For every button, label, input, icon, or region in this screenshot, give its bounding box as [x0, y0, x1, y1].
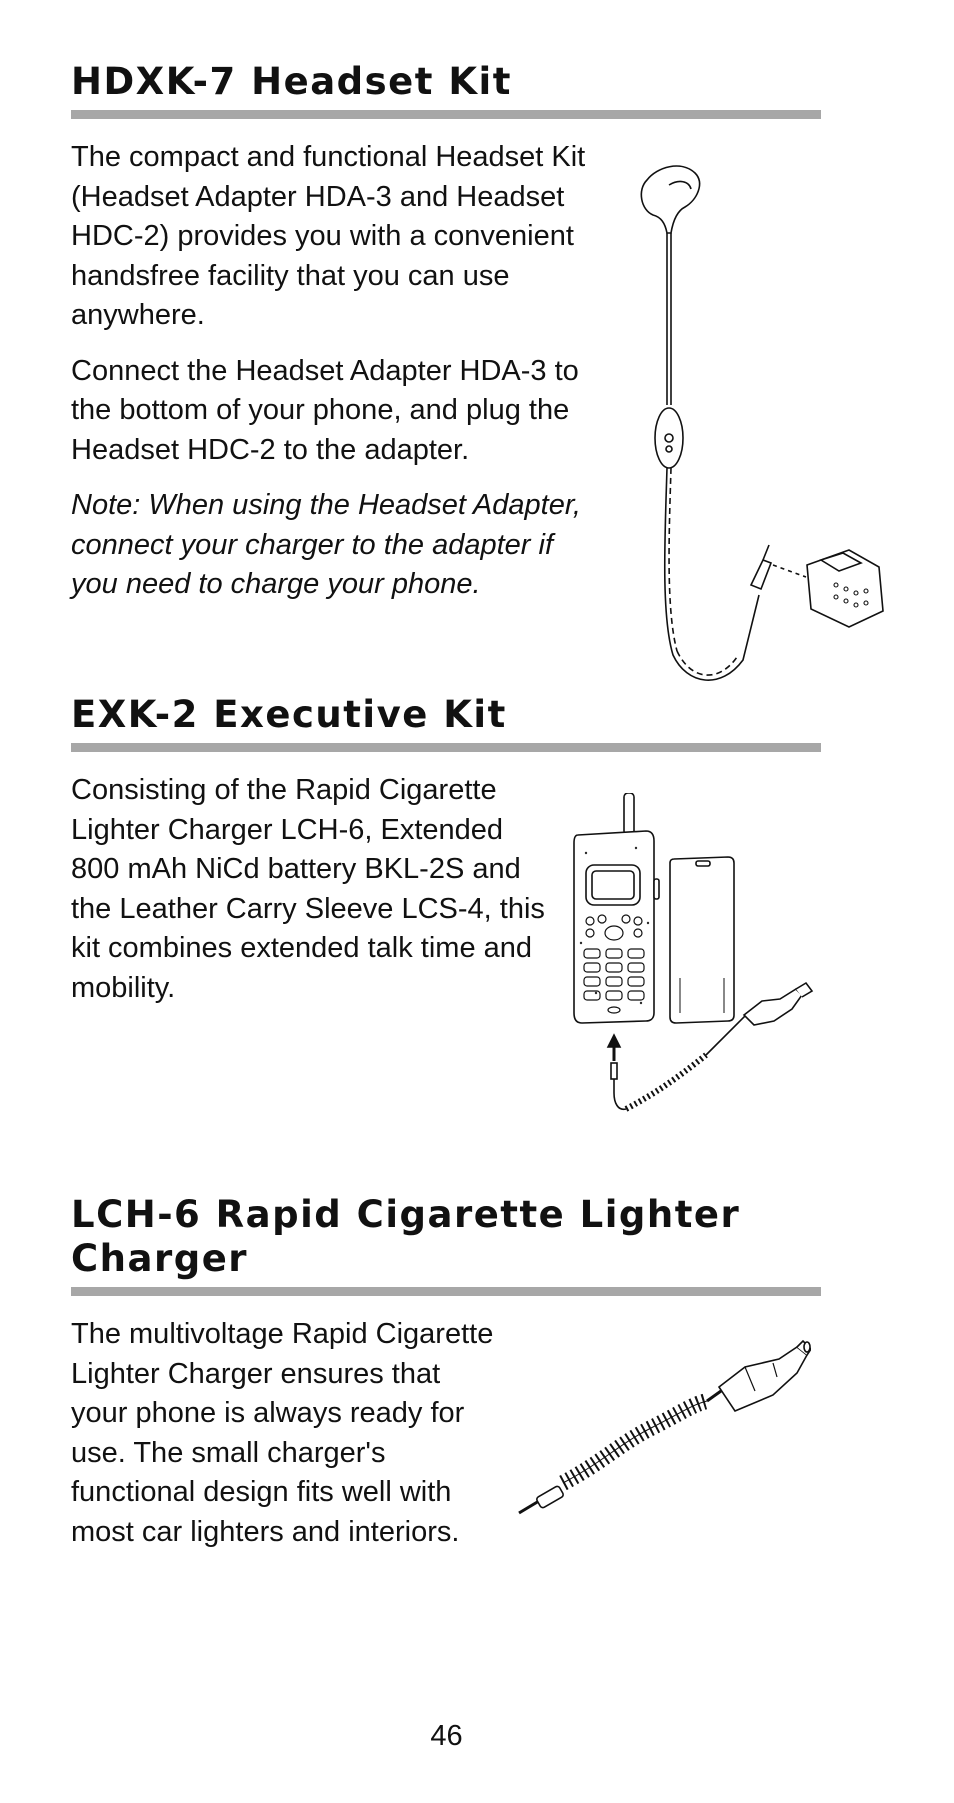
phone-charger-illustration-icon	[566, 793, 836, 1123]
section-cigarette-charger	[71, 1193, 821, 1643]
section-body	[71, 771, 546, 1024]
paragraph: Consisting of the Rapid Cigarette Lighter Charger LCH-6, Extended 800 mAh NiCd battery BKL-2S and the Leather Carry Sleeve LCS-4, this kit combines extended talk time and mobility.	[71, 774, 545, 1004]
paragraph: Connect the Headset Adapter HDA-3 to the bottom of your phone, and plug the Headset HDC-2 to the adapter.	[71, 354, 579, 466]
section-body	[71, 138, 591, 621]
paragraph: The multivoltage Rapid Cigarette Lighter Charger ensures that your phone is always ready for use. The small charger's functional design fits well with most car lighters and interiors.	[71, 1318, 494, 1548]
note-paragraph: Note: When using the Headset Adapter, connect your charger to the adapter if you need to charge your phone.	[71, 489, 581, 600]
section-title: HDXK-7 Headset Kit	[71, 60, 512, 103]
paragraph: The compact and functional Headset Kit (Headset Adapter HDA-3 and Headset HDC-2) provides you with a convenient handsfree facility that you can use anywhere.	[71, 141, 586, 331]
section-divider	[71, 743, 821, 752]
section-title: EXK-2 Executive Kit	[71, 693, 507, 736]
page-number: 46	[430, 1720, 463, 1752]
section-title: LCH-6 Rapid Cigarette Lighter Charger	[71, 1193, 741, 1280]
section-headset-kit	[71, 60, 821, 660]
headset-illustration-icon	[611, 155, 891, 695]
section-body	[71, 1315, 501, 1568]
section-divider	[71, 110, 821, 119]
section-executive-kit	[71, 693, 821, 1143]
section-divider	[71, 1287, 821, 1296]
cigarette-charger-illustration-icon	[511, 1333, 811, 1543]
